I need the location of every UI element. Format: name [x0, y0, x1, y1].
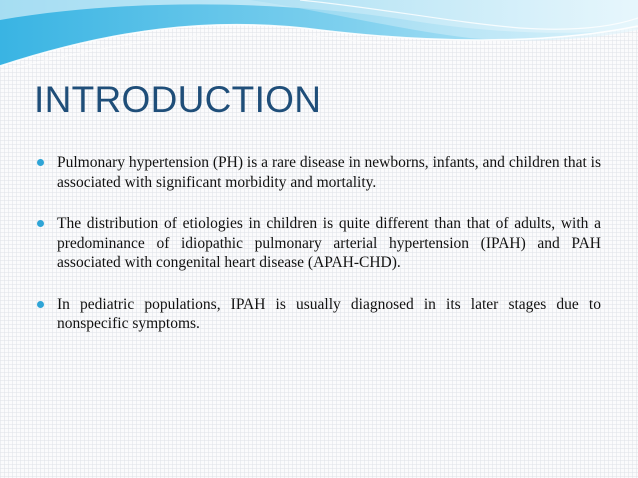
bullet-list — [36, 153, 601, 334]
bullet-dot-icon — [37, 301, 44, 308]
bullet-text: The distribution of etiologies in children is quite different than that of adults, with a predominance of idiopathic pulmonary arterial hypertension (IPAH) and PAH associated with congenital heart disease (APAH-CHD). — [57, 215, 601, 271]
bullet-text: Pulmonary hypertension (PH) is a rare disease in newborns, infants, and children that is associated with significant morbidity and mortality. — [57, 154, 601, 191]
bullet-item — [36, 153, 601, 192]
bullet-item — [36, 214, 601, 273]
bullet-item — [36, 295, 601, 334]
slide-title: INTRODUCTION — [34, 79, 322, 120]
header-wave-decoration — [0, 0, 638, 80]
bullet-dot-icon — [37, 159, 44, 166]
bullet-text: In pediatric populations, IPAH is usually diagnosed in its later stages due to nonspecific symptoms. — [57, 295, 601, 332]
bullet-dot-icon — [37, 220, 44, 227]
